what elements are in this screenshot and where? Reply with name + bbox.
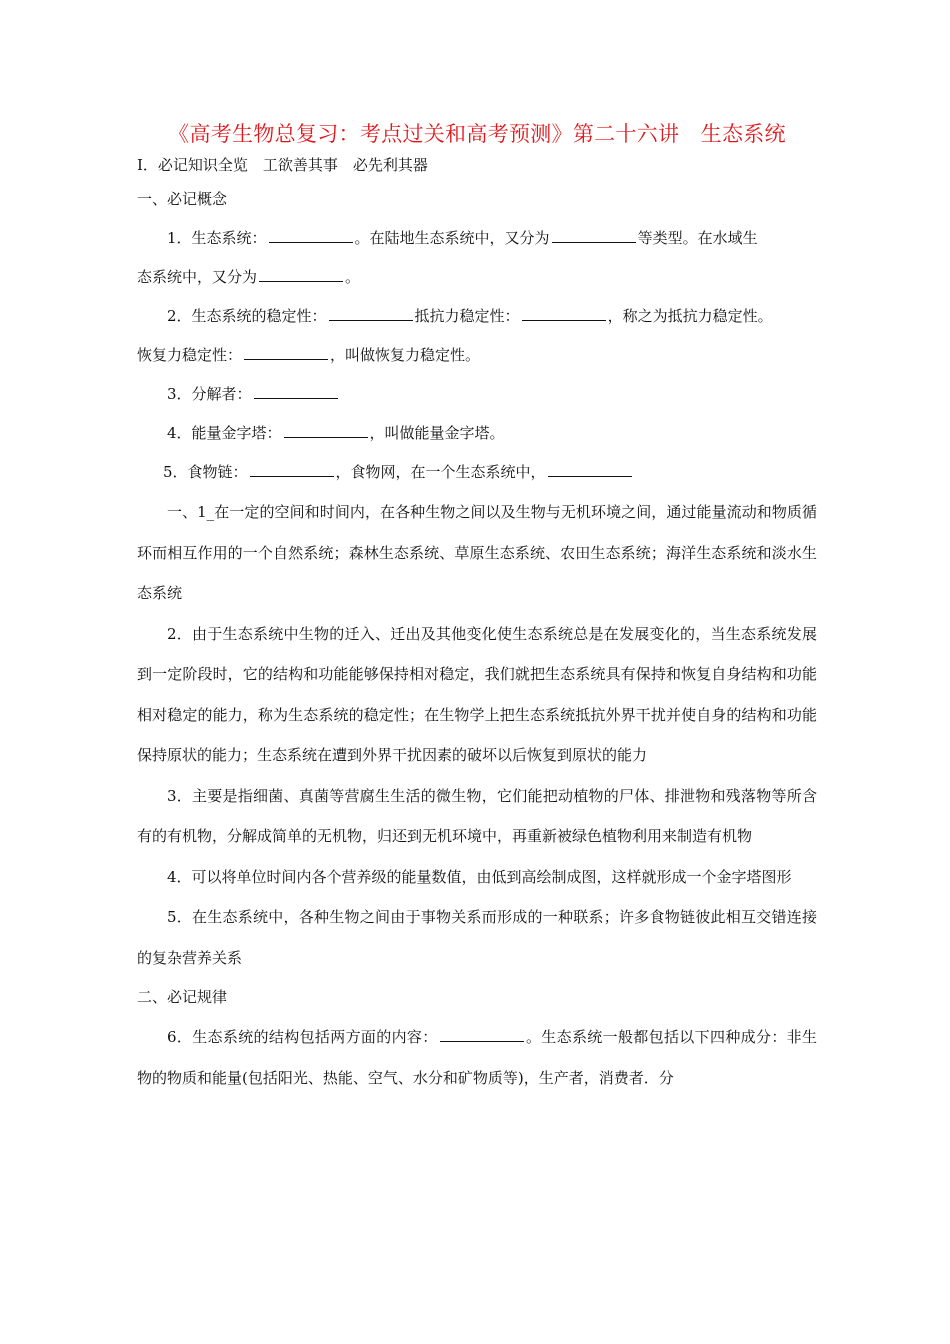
answer-blank[interactable] <box>269 228 353 243</box>
answer-3: 3．主要是指细菌、真菌等营腐生生活的微生物，它们能把动植物的尸体、排泄物和残落物等所含有的有机物，分解成简单的无机物，归还到无机环境中，再重新被绿色植物利用来制造有机物 <box>137 786 817 845</box>
answer-blank[interactable] <box>284 423 368 438</box>
answer-2: 2．由于生态系统中生物的迁入、迁出及其他变化使生态系统总是在发展变化的，当生态系统发展到一定阶段时，它的结构和功能能够保持相对稳定，我们就把生态系统具有保持和恢复自身结构和功能相对稳定的能力，称为生态系统的稳定性；在生物学上把生态系统抵抗外界干扰并使自身的结构和功能保持原状的能力；生态系统在遭到外界干扰因素的破坏以后恢复到原状的能力 <box>137 624 817 764</box>
answer-blank[interactable] <box>259 267 343 282</box>
answer-blank[interactable] <box>522 306 606 321</box>
answer-blank[interactable] <box>552 228 636 243</box>
intro-heading: I．必记知识全览 工欲善其事 必先利其器 <box>137 156 428 174</box>
section-heading-concepts: 一、必记概念 <box>137 190 228 208</box>
answer-blank[interactable] <box>244 345 328 360</box>
document-title: 《高考生物总复习：考点过关和高考预测》第二十六讲 生态系统 <box>168 122 786 146</box>
question-6: 6．生态系统的结构包括两方面的内容： 。生态系统一般都包括以下四种成分：非生物的物质和能量(包括阳光、热能、空气、水分和矿物质等)，生产者，消费者．分 <box>137 1028 817 1087</box>
answer-blank[interactable] <box>548 462 632 477</box>
answer-blank[interactable] <box>440 1027 524 1042</box>
question-3: 3．分解者： <box>137 375 817 414</box>
answer-4: 4．可以将单位时间内各个营养级的能量数值，由低到高绘制成图，这样就形成一个金字塔图形 <box>167 867 792 886</box>
answer-blank[interactable] <box>254 384 338 399</box>
section-heading-rules: 二、必记规律 <box>137 988 228 1006</box>
question-4: 4．能量金字塔： ，叫做能量金字塔。 <box>167 424 505 442</box>
question-1-line-1: 1．生态系统： 。在陆地生态系统中，又分为 等类型。在水域生 <box>167 229 758 247</box>
answer-blank[interactable] <box>329 306 413 321</box>
question-1-line-2: 态系统中，又分为 。 <box>137 268 361 286</box>
question-2-line-2: 恢复力稳定性： ，叫做恢复力稳定性。 <box>137 346 481 364</box>
answer-blank[interactable] <box>250 462 334 477</box>
answer-1: 一、1_在一定的空间和时间内，在各种生物之间以及生物与无机环境之间，通过能量流动和物质循环而相互作用的一个自然系统；森林生态系统、草原生态系统、农田生态系统；海洋生态系统和淡水生态系统 <box>137 503 817 602</box>
answer-5: 5．在生态系统中，各种生物之间由于事物关系而形成的一种联系；许多食物链彼此相互交错连接的复杂营养关系 <box>137 908 817 967</box>
document-page <box>137 118 817 1098</box>
question-5: 5．食物链： ，食物网，在一个生态系统中， <box>137 453 817 492</box>
question-2-line-1: 2．生态系统的稳定性： 抵抗力稳定性： ，称之为抵抗力稳定性。 <box>167 307 773 325</box>
